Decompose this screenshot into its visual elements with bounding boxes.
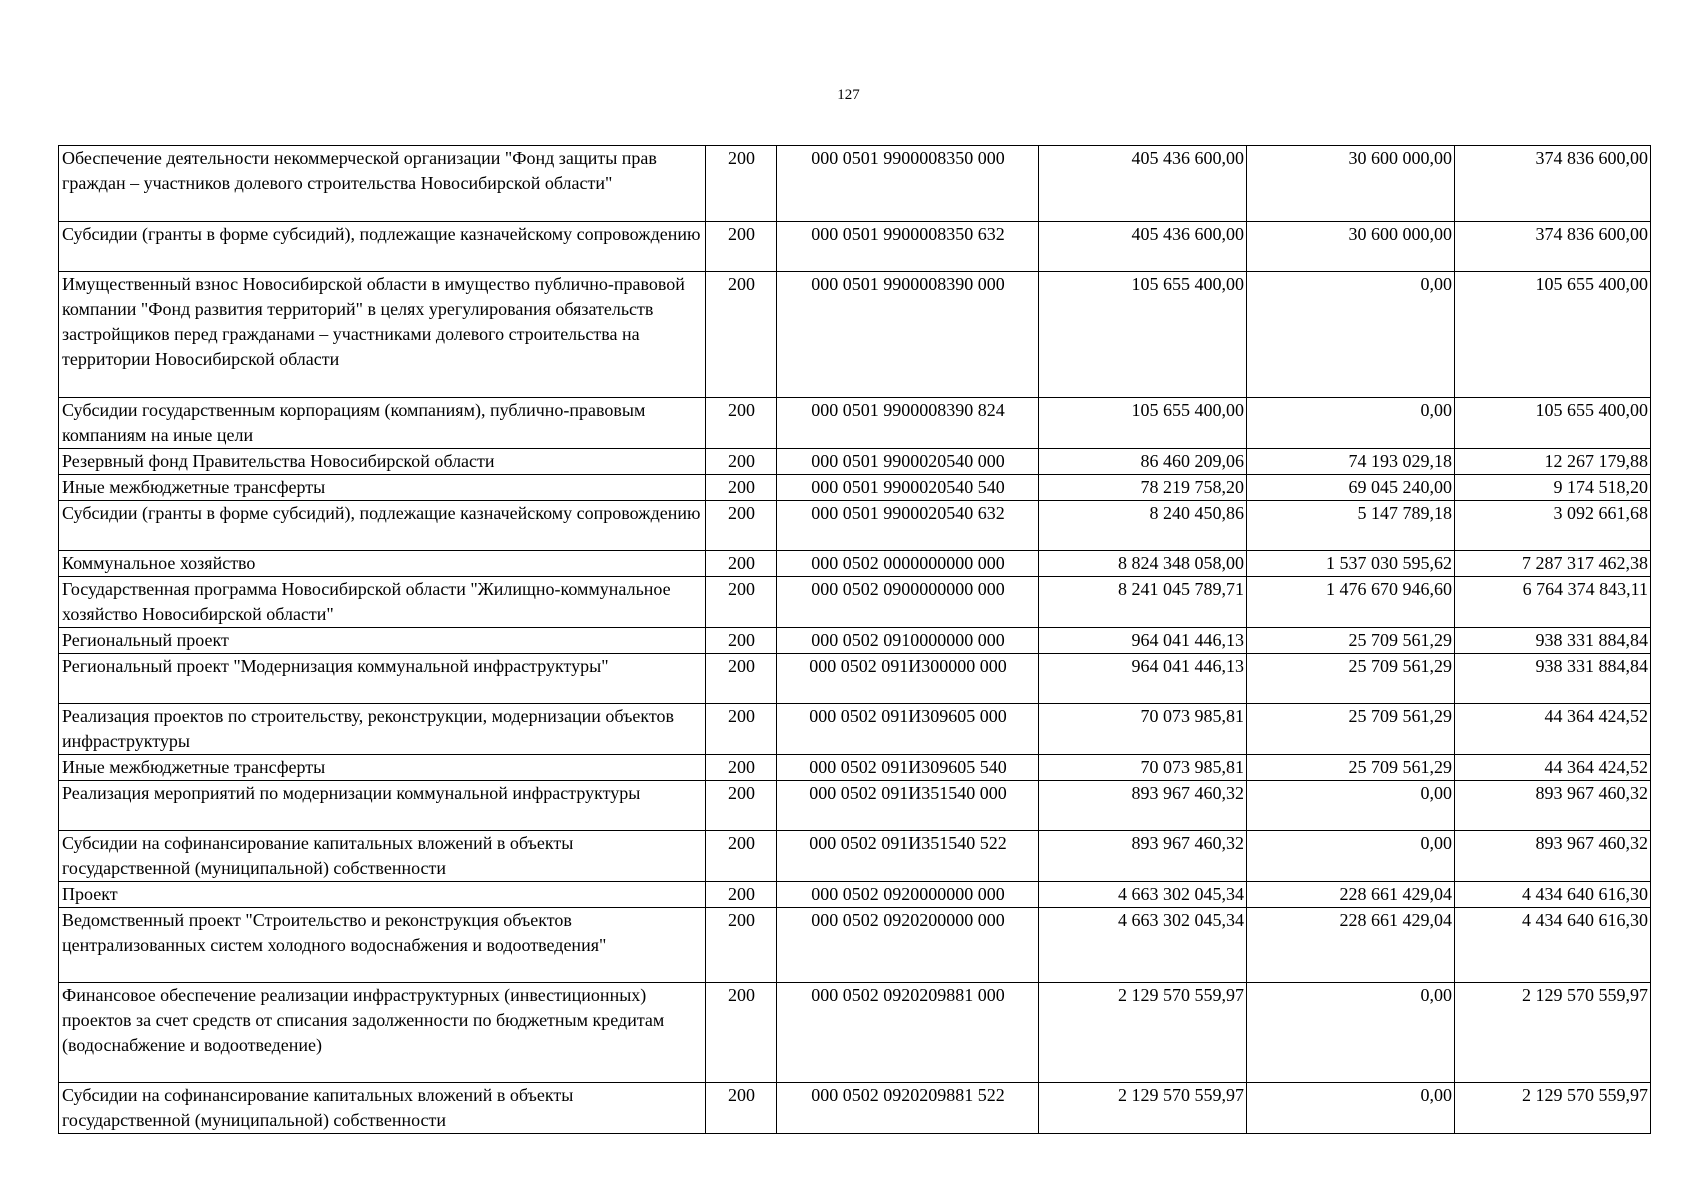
budget-classification-code-cell: 000 0502 0000000000 000: [777, 551, 1039, 577]
executed-amount-cell: 25 709 561,29: [1247, 628, 1455, 654]
admin-code-cell: 200: [706, 272, 777, 398]
item-name-cell: Ведомственный проект "Строительство и реконструкция объектов централизованных систем холодного водоснабжения и водоотведения": [59, 908, 706, 983]
executed-amount-cell: 74 193 029,18: [1247, 449, 1455, 475]
executed-amount-cell: 0,00: [1247, 831, 1455, 882]
unexecuted-amount-cell: 4 434 640 616,30: [1455, 882, 1651, 908]
executed-amount-cell: 0,00: [1247, 398, 1455, 449]
budget-classification-code-cell: 000 0502 091И351540 000: [777, 781, 1039, 831]
unexecuted-amount-cell: 2 129 570 559,97: [1455, 1083, 1651, 1134]
unexecuted-amount-cell: 938 331 884,84: [1455, 628, 1651, 654]
table-body: [59, 146, 1651, 1134]
approved-amount-cell: 70 073 985,81: [1039, 704, 1247, 755]
executed-amount-cell: 5 147 789,18: [1247, 501, 1455, 551]
unexecuted-amount-cell: 374 836 600,00: [1455, 222, 1651, 272]
executed-amount-cell: 228 661 429,04: [1247, 908, 1455, 983]
admin-code-cell: 200: [706, 882, 777, 908]
unexecuted-amount-cell: 105 655 400,00: [1455, 398, 1651, 449]
unexecuted-amount-cell: 893 967 460,32: [1455, 781, 1651, 831]
item-name-cell: Коммунальное хозяйство: [59, 551, 706, 577]
admin-code-cell: 200: [706, 475, 777, 501]
budget-classification-code-cell: 000 0502 0900000000 000: [777, 577, 1039, 628]
budget-classification-code-cell: 000 0501 9900008350 632: [777, 222, 1039, 272]
executed-amount-cell: 30 600 000,00: [1247, 222, 1455, 272]
table-row: [59, 501, 1651, 551]
unexecuted-amount-cell: 4 434 640 616,30: [1455, 908, 1651, 983]
executed-amount-cell: 0,00: [1247, 781, 1455, 831]
approved-amount-cell: 78 219 758,20: [1039, 475, 1247, 501]
page-number: 127: [837, 87, 860, 103]
table-row: [59, 983, 1651, 1083]
budget-classification-code-cell: 000 0501 9900008390 824: [777, 398, 1039, 449]
executed-amount-cell: 69 045 240,00: [1247, 475, 1455, 501]
budget-classification-code-cell: 000 0502 0920200000 000: [777, 908, 1039, 983]
admin-code-cell: 200: [706, 398, 777, 449]
executed-amount-cell: 0,00: [1247, 272, 1455, 398]
item-name-cell: Государственная программа Новосибирской области "Жилищно-коммунальное хозяйство Новосибирской области": [59, 577, 706, 628]
budget-classification-code-cell: 000 0502 091И309605 000: [777, 704, 1039, 755]
approved-amount-cell: 8 240 450,86: [1039, 501, 1247, 551]
unexecuted-amount-cell: 9 174 518,20: [1455, 475, 1651, 501]
table-row: [59, 1083, 1651, 1134]
table-row: [59, 398, 1651, 449]
approved-amount-cell: 964 041 446,13: [1039, 628, 1247, 654]
executed-amount-cell: 25 709 561,29: [1247, 755, 1455, 781]
budget-classification-code-cell: 000 0502 0920000000 000: [777, 882, 1039, 908]
table-row: [59, 475, 1651, 501]
budget-table: [58, 145, 1651, 1134]
approved-amount-cell: 105 655 400,00: [1039, 272, 1247, 398]
item-name-cell: Обеспечение деятельности некоммерческой организации "Фонд защиты прав граждан – участников долевого строительства Новосибирской области": [59, 146, 706, 222]
approved-amount-cell: 2 129 570 559,97: [1039, 1083, 1247, 1134]
admin-code-cell: 200: [706, 551, 777, 577]
budget-classification-code-cell: 000 0501 9900008390 000: [777, 272, 1039, 398]
budget-classification-code-cell: 000 0502 091И300000 000: [777, 654, 1039, 704]
approved-amount-cell: 8 241 045 789,71: [1039, 577, 1247, 628]
unexecuted-amount-cell: 893 967 460,32: [1455, 831, 1651, 882]
approved-amount-cell: 105 655 400,00: [1039, 398, 1247, 449]
approved-amount-cell: 893 967 460,32: [1039, 831, 1247, 882]
admin-code-cell: 200: [706, 501, 777, 551]
admin-code-cell: 200: [706, 146, 777, 222]
item-name-cell: Имущественный взнос Новосибирской области в имущество публично-правовой компании "Фонд развития территорий" в целях урегулирования обязательств застройщиков перед гражданами – участниками долевого строительства на территории Новосибирской области: [59, 272, 706, 398]
budget-classification-code-cell: 000 0501 9900020540 632: [777, 501, 1039, 551]
budget-classification-code-cell: 000 0502 091И309605 540: [777, 755, 1039, 781]
executed-amount-cell: 228 661 429,04: [1247, 882, 1455, 908]
executed-amount-cell: 30 600 000,00: [1247, 146, 1455, 222]
item-name-cell: Реализация мероприятий по модернизации коммунальной инфраструктуры: [59, 781, 706, 831]
table-row: [59, 755, 1651, 781]
table-row: [59, 781, 1651, 831]
executed-amount-cell: 25 709 561,29: [1247, 704, 1455, 755]
approved-amount-cell: 8 824 348 058,00: [1039, 551, 1247, 577]
table-row: [59, 908, 1651, 983]
admin-code-cell: 200: [706, 449, 777, 475]
table-row: [59, 654, 1651, 704]
admin-code-cell: 200: [706, 704, 777, 755]
item-name-cell: Субсидии (гранты в форме субсидий), подлежащие казначейскому сопровождению: [59, 222, 706, 272]
admin-code-cell: 200: [706, 222, 777, 272]
budget-classification-code-cell: 000 0502 0920209881 000: [777, 983, 1039, 1083]
budget-classification-code-cell: 000 0502 0910000000 000: [777, 628, 1039, 654]
unexecuted-amount-cell: 7 287 317 462,38: [1455, 551, 1651, 577]
item-name-cell: Региональный проект "Модернизация коммунальной инфраструктуры": [59, 654, 706, 704]
table-row: [59, 882, 1651, 908]
item-name-cell: Субсидии государственным корпорациям (компаниям), публично-правовым компаниям на иные цели: [59, 398, 706, 449]
item-name-cell: Региональный проект: [59, 628, 706, 654]
admin-code-cell: 200: [706, 755, 777, 781]
executed-amount-cell: 25 709 561,29: [1247, 654, 1455, 704]
executed-amount-cell: 0,00: [1247, 1083, 1455, 1134]
table-row: [59, 449, 1651, 475]
unexecuted-amount-cell: 938 331 884,84: [1455, 654, 1651, 704]
unexecuted-amount-cell: 2 129 570 559,97: [1455, 983, 1651, 1083]
item-name-cell: Иные межбюджетные трансферты: [59, 755, 706, 781]
budget-classification-code-cell: 000 0501 9900020540 000: [777, 449, 1039, 475]
table-row: [59, 577, 1651, 628]
item-name-cell: Финансовое обеспечение реализации инфраструктурных (инвестиционных) проектов за счет средств от списания задолженности по бюджетным кредитам (водоснабжение и водоотведение): [59, 983, 706, 1083]
table-row: [59, 272, 1651, 398]
admin-code-cell: 200: [706, 983, 777, 1083]
approved-amount-cell: 4 663 302 045,34: [1039, 908, 1247, 983]
approved-amount-cell: 70 073 985,81: [1039, 755, 1247, 781]
budget-classification-code-cell: 000 0501 9900020540 540: [777, 475, 1039, 501]
table-row: [59, 146, 1651, 222]
item-name-cell: Резервный фонд Правительства Новосибирской области: [59, 449, 706, 475]
admin-code-cell: 200: [706, 1083, 777, 1134]
budget-classification-code-cell: 000 0502 091И351540 522: [777, 831, 1039, 882]
budget-classification-code-cell: 000 0502 0920209881 522: [777, 1083, 1039, 1134]
approved-amount-cell: 86 460 209,06: [1039, 449, 1247, 475]
table-row: [59, 551, 1651, 577]
unexecuted-amount-cell: 44 364 424,52: [1455, 755, 1651, 781]
admin-code-cell: 200: [706, 628, 777, 654]
table-row: [59, 222, 1651, 272]
approved-amount-cell: 405 436 600,00: [1039, 146, 1247, 222]
admin-code-cell: 200: [706, 577, 777, 628]
unexecuted-amount-cell: 374 836 600,00: [1455, 146, 1651, 222]
admin-code-cell: 200: [706, 781, 777, 831]
unexecuted-amount-cell: 105 655 400,00: [1455, 272, 1651, 398]
approved-amount-cell: 893 967 460,32: [1039, 781, 1247, 831]
executed-amount-cell: 0,00: [1247, 983, 1455, 1083]
approved-amount-cell: 964 041 446,13: [1039, 654, 1247, 704]
item-name-cell: Проект: [59, 882, 706, 908]
item-name-cell: Реализация проектов по строительству, реконструкции, модернизации объектов инфраструктуры: [59, 704, 706, 755]
admin-code-cell: 200: [706, 654, 777, 704]
unexecuted-amount-cell: 3 092 661,68: [1455, 501, 1651, 551]
item-name-cell: Субсидии (гранты в форме субсидий), подлежащие казначейскому сопровождению: [59, 501, 706, 551]
unexecuted-amount-cell: 6 764 374 843,11: [1455, 577, 1651, 628]
approved-amount-cell: 2 129 570 559,97: [1039, 983, 1247, 1083]
unexecuted-amount-cell: 44 364 424,52: [1455, 704, 1651, 755]
admin-code-cell: 200: [706, 831, 777, 882]
admin-code-cell: 200: [706, 908, 777, 983]
executed-amount-cell: 1 476 670 946,60: [1247, 577, 1455, 628]
approved-amount-cell: 4 663 302 045,34: [1039, 882, 1247, 908]
executed-amount-cell: 1 537 030 595,62: [1247, 551, 1455, 577]
table-row: [59, 704, 1651, 755]
budget-classification-code-cell: 000 0501 9900008350 000: [777, 146, 1039, 222]
table-row: [59, 831, 1651, 882]
approved-amount-cell: 405 436 600,00: [1039, 222, 1247, 272]
item-name-cell: Иные межбюджетные трансферты: [59, 475, 706, 501]
unexecuted-amount-cell: 12 267 179,88: [1455, 449, 1651, 475]
table-row: [59, 628, 1651, 654]
item-name-cell: Субсидии на софинансирование капитальных вложений в объекты государственной (муниципальной) собственности: [59, 1083, 706, 1134]
item-name-cell: Субсидии на софинансирование капитальных вложений в объекты государственной (муниципальной) собственности: [59, 831, 706, 882]
